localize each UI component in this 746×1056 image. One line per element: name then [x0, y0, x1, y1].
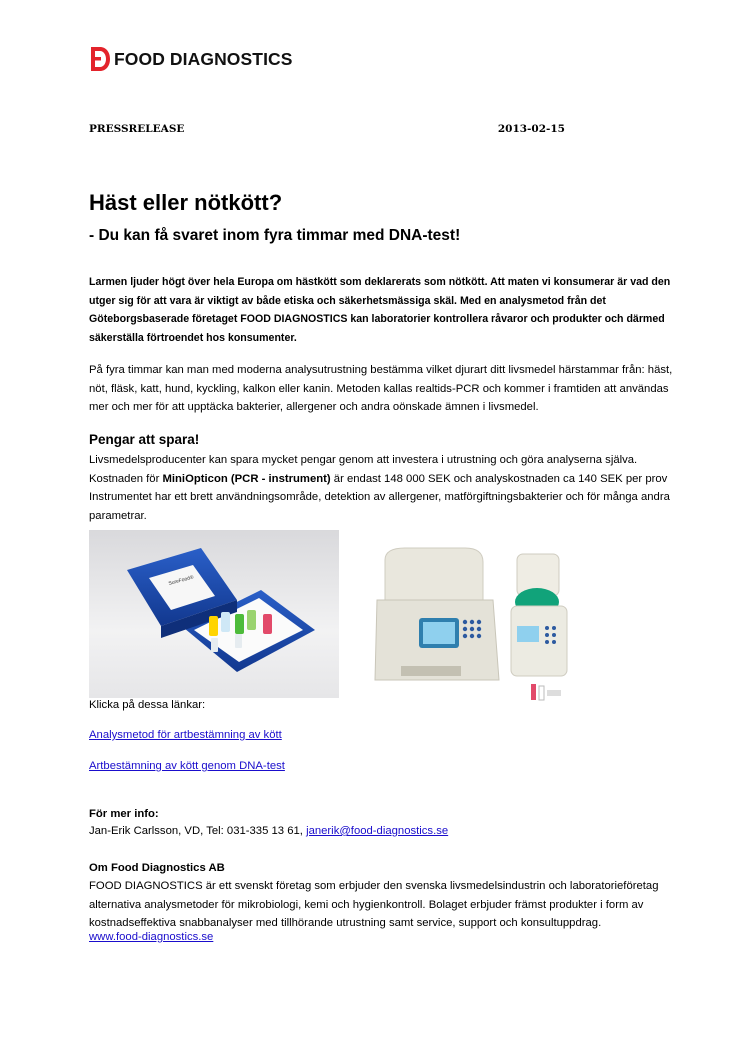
- info-title: För mer info:: [89, 808, 159, 820]
- section-title: Pengar att spara!: [89, 432, 200, 447]
- link-dna-test[interactable]: Artbestämning av kött genom DNA-test: [89, 760, 285, 772]
- lead-paragraph: Larmen ljuder högt över hela Europa om hästkött som deklarerats som nötkött. Att maten vi konsumerar är vad den utger sig för att vara är viktigt av både etiska och säkerhetsmässiga skäl. Med en analysmetod från det Göteborgsbaserade företaget FOOD DIAGNOSTICS kan laboratorier kontrollera råvaror och produkter och därmed säkerställa förtroendet hos konsumenter.: [89, 276, 671, 344]
- fd-logo-icon: [89, 46, 111, 72]
- about-title: Om Food Diagnostics AB: [89, 862, 225, 874]
- section-line-2: Kostnaden för MiniOpticon (PCR - instrument) är endast 148 000 SEK och analyskostnaden ca 140 SEK per prov: [89, 472, 668, 485]
- headline: Häst eller nötkött?: [89, 190, 283, 215]
- email-link[interactable]: janerik@food-diagnostics.se: [306, 825, 449, 837]
- pcr-instrument-photo: [365, 540, 575, 710]
- logo-text: FOOD DIAGNOSTICS: [114, 48, 293, 69]
- product-name: MiniOpticon (PCR - instrument): [162, 472, 331, 485]
- kit-label: SureFood®: [167, 574, 195, 587]
- subheadline: - Du kan få svaret inom fyra timmar med DNA-test!: [89, 227, 461, 244]
- body-paragraph-1: På fyra timmar kan man med moderna analysutrustning bestämma vilket djurart ditt livsmedel härstammar från: häst, nöt, fläsk, katt, hund, kyckling, kalkon eller kanin. Metoden kallas realtids-PCR och kommer i framtiden att användas mer och mer för att upptäcka bakterier, allergener och andra oönskade ämnen i livsmedel.: [89, 364, 673, 414]
- links-caption: Klicka på dessa länkar:: [89, 699, 206, 711]
- section-line-1: Livsmedelsproducenter kan spara mycket pengar genom att investera i utrustning och göra analyserna själva.: [89, 454, 638, 466]
- link-analysis-method[interactable]: Analysmetod för artbestämning av kött: [89, 729, 282, 741]
- test-kit-photo: [89, 530, 339, 698]
- website-link[interactable]: www.food-diagnostics.se: [89, 931, 214, 943]
- about-paragraph: FOOD DIAGNOSTICS är ett svenskt företag som erbjuder den svenska livsmedelsindustrin och laboratorieföretag alternativa analysmetoder för mikrobiologi, kemi och hygienkontroll. Bolaget erbjuder främst produkter i form av kostnadseffektiva snabbanalyser med tillhörande utrustning samt service, support och konsultuppdrag.: [89, 880, 659, 930]
- press-release-label: PRESSRELEASE: [89, 123, 185, 135]
- section-line-3: Instrumentet har ett brett användningsområde, detektion av allergener, matförgiftningsbakterier och för många andra parametrar.: [89, 491, 670, 522]
- release-date: 2013-02-15: [497, 123, 565, 135]
- contact-line: Jan-Erik Carlsson, VD, Tel: 031-335 13 61, janerik@food-diagnostics.se: [89, 825, 449, 837]
- company-logo: [89, 45, 293, 73]
- body-paragraph-2: [89, 451, 689, 525]
